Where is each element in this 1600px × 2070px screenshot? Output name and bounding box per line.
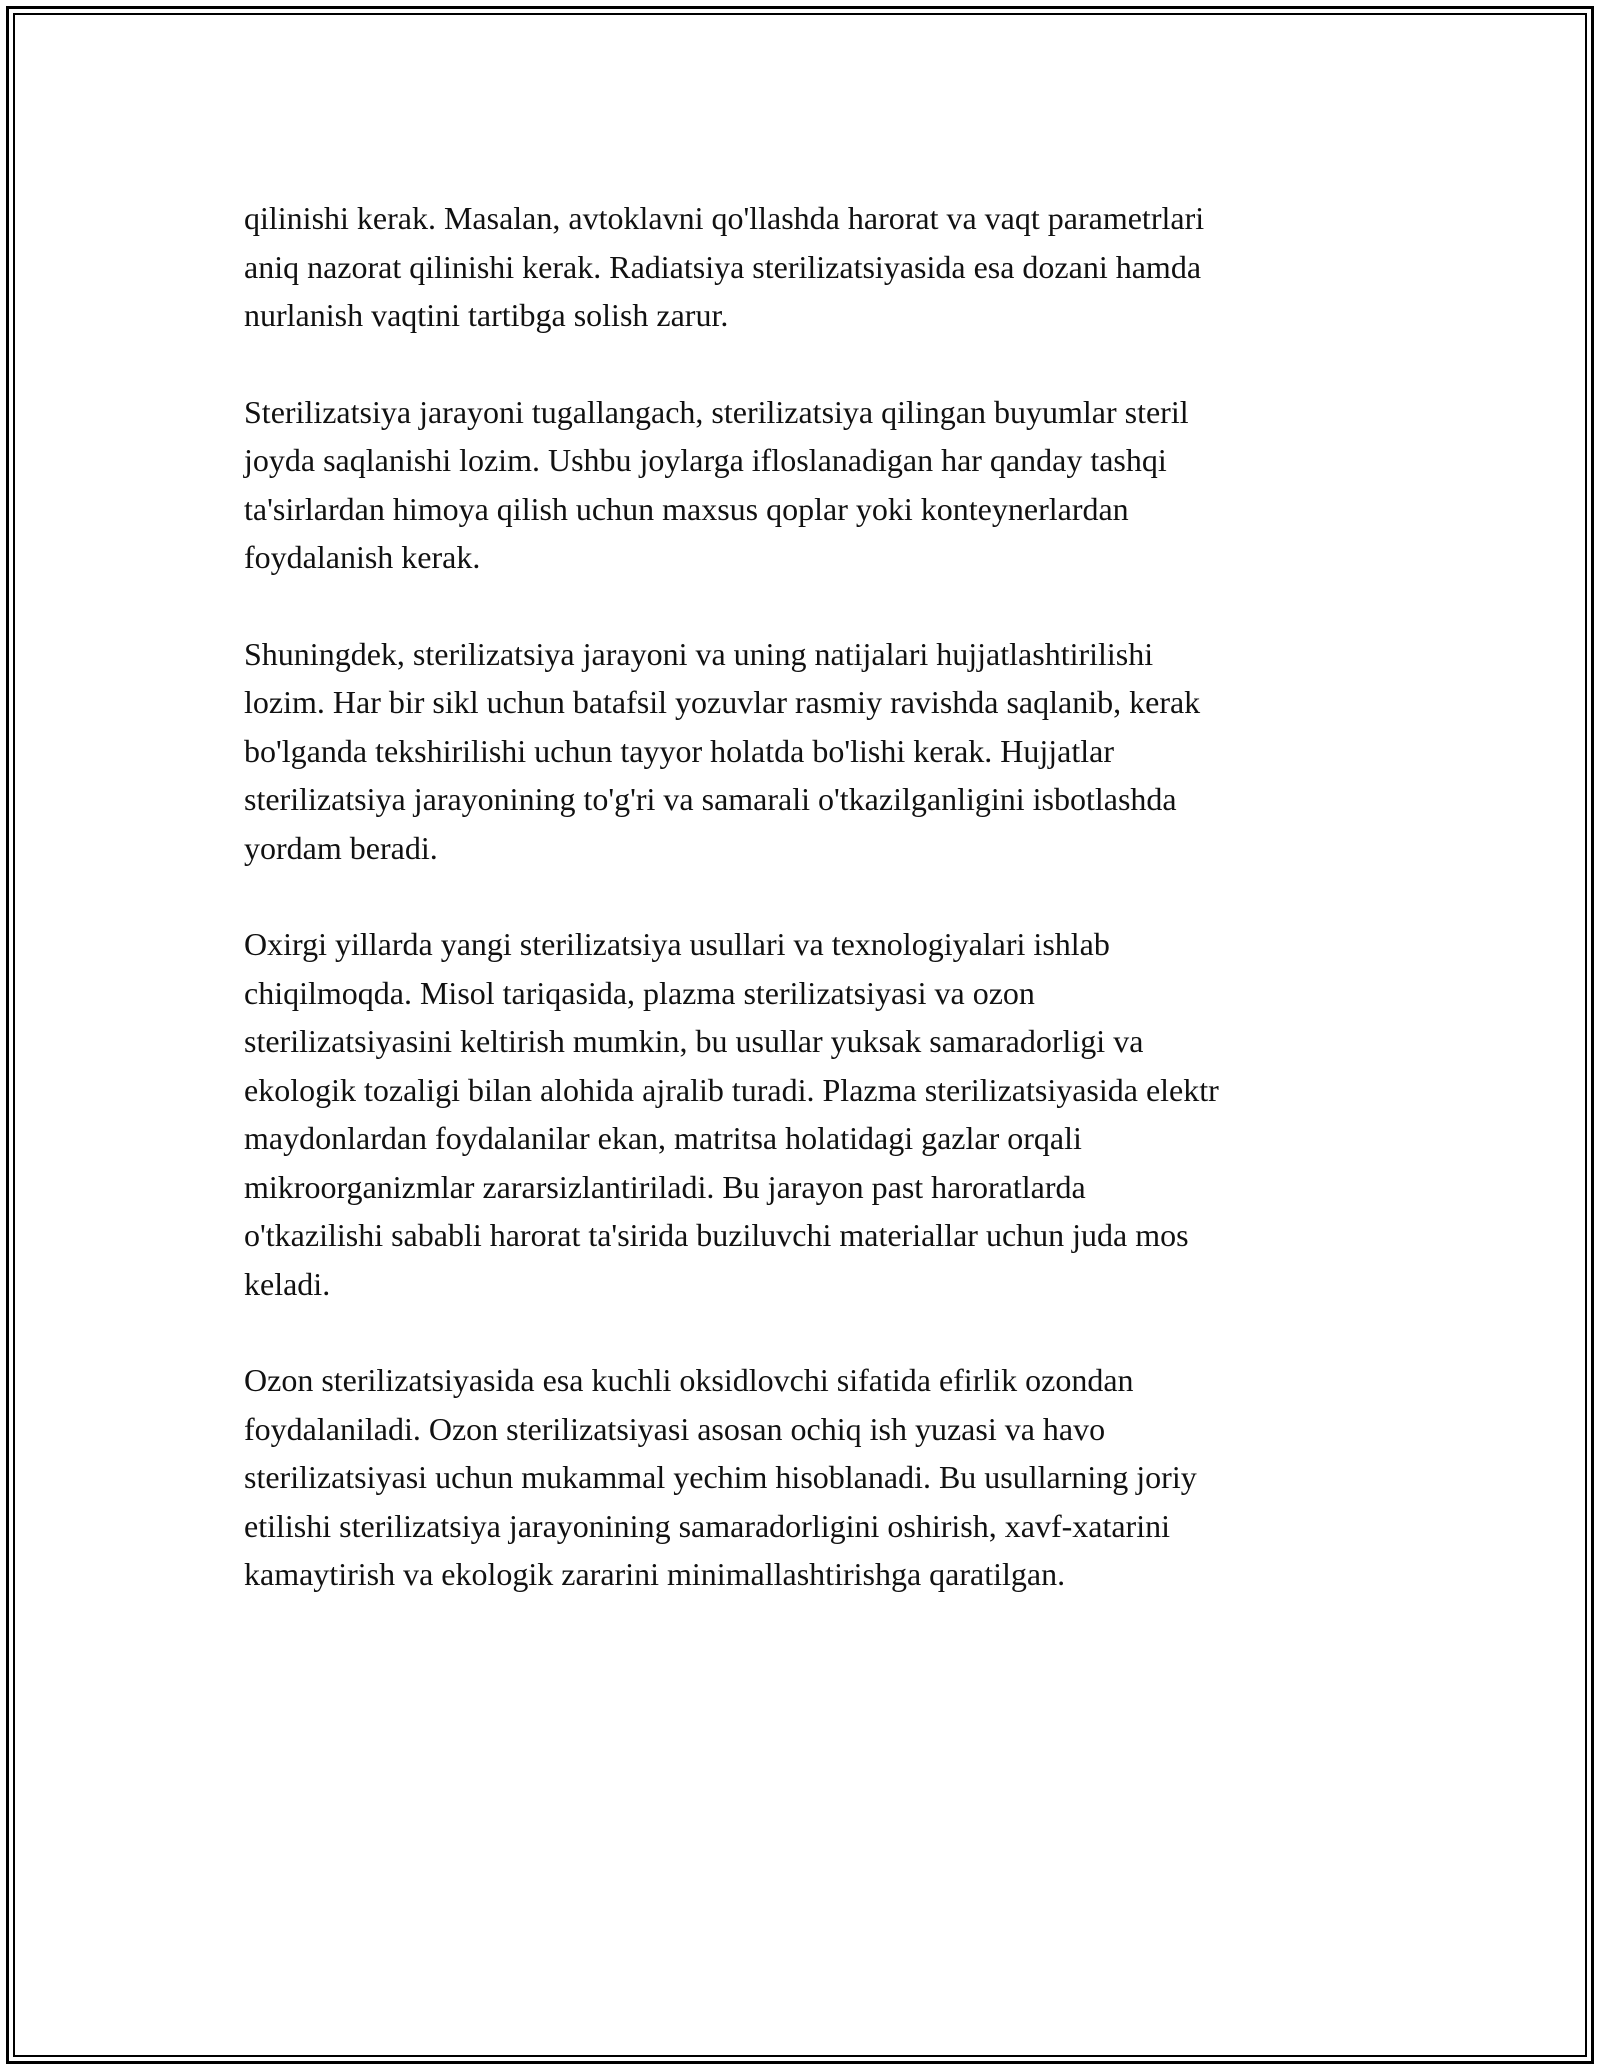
text-line: bo'lganda tekshirilishi uchun tayyor holatda bo'lishi kerak. Hujjatlar	[244, 732, 1114, 769]
text-line: yordam beradi.	[244, 829, 438, 866]
text-line: qilinishi kerak. Masalan, avtoklavni qo'llashda harorat va vaqt parametrlari	[244, 200, 1205, 236]
text-line: Shuningdek, sterilizatsiya jarayoni va uning natijalari hujjatlashtirilishi	[244, 635, 1154, 672]
document-body	[244, 194, 1379, 1647]
text-line: kamaytirish va ekologik zararini minimallashtirishga qaratilgan.	[244, 1556, 1066, 1592]
text-line: etilishi sterilizatsiya jarayonining samaradorligini oshirish, xavf-xatarini	[244, 1507, 1170, 1544]
text-line: lozim. Har bir sikl uchun batafsil yozuvlar rasmiy ravishda saqlanib, kerak	[244, 684, 1201, 720]
paragraph-3	[244, 630, 1379, 873]
text-line: sterilizatsiya jarayonining to'g'ri va samarali o'tkazilganligini isbotlashda	[244, 781, 1177, 817]
text-line: foydalanish kerak.	[244, 539, 481, 575]
text-line: ta'sirlardan himoya qilish uchun maxsus qoplar yoki konteynerlardan	[244, 490, 1129, 527]
text-line: joyda saqlanishi lozim. Ushbu joylarga ifloslanadigan har qanday tashqi	[244, 442, 1167, 478]
text-line: sterilizatsiyasi uchun mukammal yechim hisoblanadi. Bu usullarning joriy	[244, 1459, 1197, 1495]
text-line: chiqilmoqda. Misol tariqasida, plazma sterilizatsiyasi va ozon	[244, 974, 1035, 1011]
text-line: Ozon sterilizatsiyasida esa kuchli oksidlovchi sifatida efirlik ozondan	[244, 1362, 1134, 1398]
text-line: o'tkazilishi sababli harorat ta'sirida buziluvchi materiallar uchun juda mos	[244, 1217, 1189, 1253]
text-line: Oxirgi yillarda yangi sterilizatsiya usullari va texnologiyalari ishlab	[244, 926, 1110, 962]
text-line: mikroorganizmlar zararsizlantiriladi. Bu jarayon past haroratlarda	[244, 1168, 1086, 1205]
text-line: foydalaniladi. Ozon sterilizatsiyasi asosan ochiq ish yuzasi va havo	[244, 1410, 1106, 1447]
page-border	[6, 6, 1594, 2064]
paragraph-1	[244, 194, 1379, 340]
paragraph-4	[244, 920, 1379, 1308]
text-line: Sterilizatsiya jarayoni tugallangach, sterilizatsiya qilingan buyumlar steril	[244, 393, 1189, 430]
text-line: keladi.	[244, 1265, 331, 1302]
text-line: maydonlardan foydalanilar ekan, matritsa holatidagi gazlar orqali	[244, 1120, 1082, 1156]
text-line: aniq nazorat qilinishi kerak. Radiatsiya sterilizatsiyasida esa dozani hamda	[244, 248, 1202, 285]
paragraph-2	[244, 388, 1379, 582]
paragraph-5	[244, 1356, 1379, 1599]
text-line: sterilizatsiyasini keltirish mumkin, bu usullar yuksak samaradorligi va	[244, 1023, 1144, 1059]
text-line: nurlanish vaqtini tartibga solish zarur.	[244, 297, 729, 333]
text-line: ekologik tozaligi bilan alohida ajralib turadi. Plazma sterilizatsiyasida elektr	[244, 1071, 1219, 1108]
